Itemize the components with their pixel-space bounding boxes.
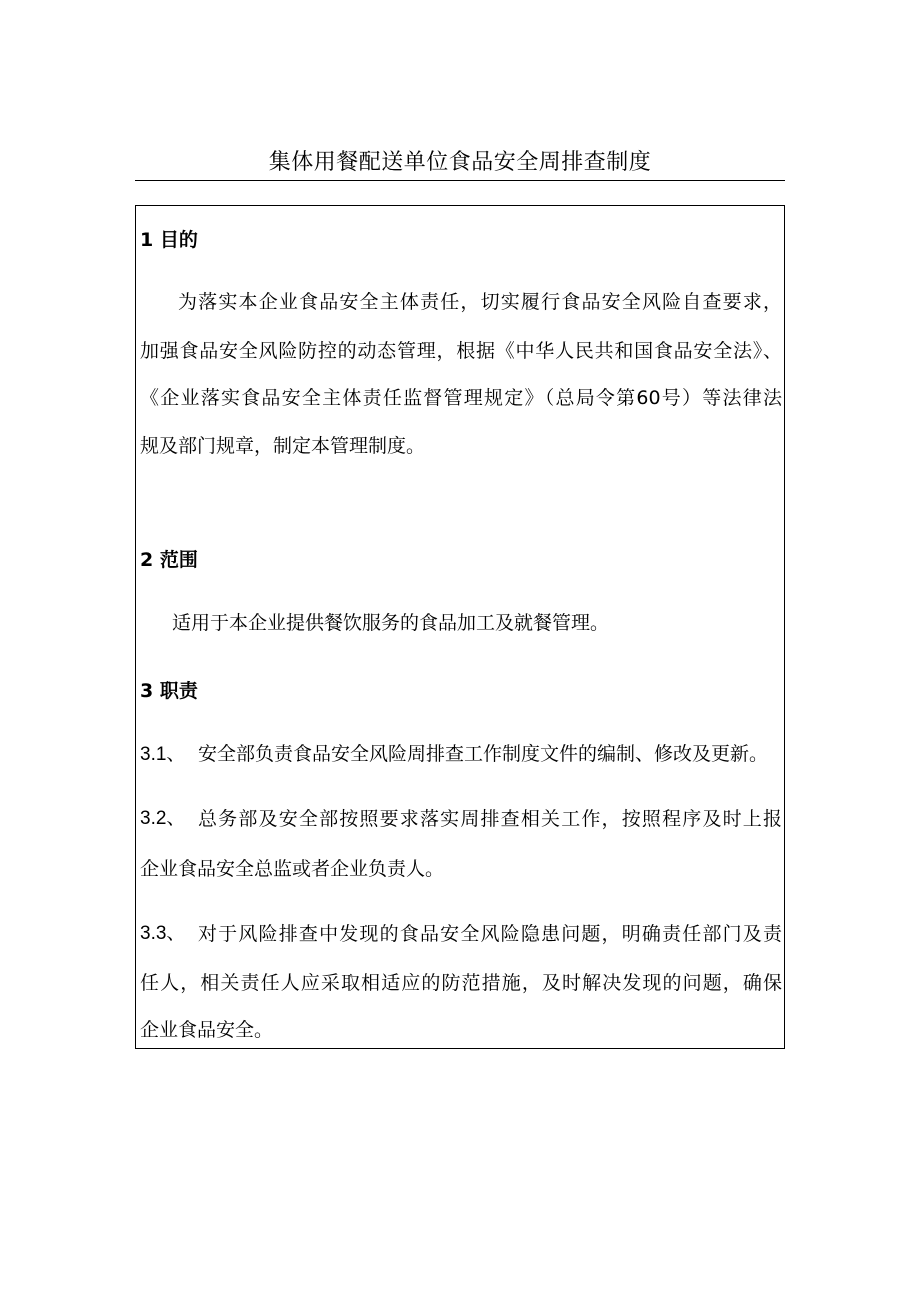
document-title: 集体用餐配送单位食品安全周排查制度 [135, 146, 785, 181]
section-2-heading: 2 范围 [140, 549, 198, 571]
item-3-3-line-2: 任人，相关责任人应采取相适应的防范措施，及时解决发现的问题，确保 [140, 972, 782, 994]
section-1-para-line-1: 为落实本企业食品安全主体责任，切实履行食品安全风险自查要求， [178, 291, 782, 313]
item-3-1 [140, 742, 782, 767]
section-2-para: 适用于本企业提供餐饮服务的食品加工及就餐管理。 [172, 612, 610, 634]
item-3-2-line-2: 企业食品安全总监或者企业负责人。 [140, 858, 445, 880]
item-3-3-line-3: 企业食品安全。 [140, 1019, 274, 1041]
section-1-para-line-2: 加强食品安全风险防控的动态管理，根据《中华人民共和国食品安全法》、 [140, 340, 782, 362]
item-3-2-line-1: 总务部及安全部按照要求落实周排查相关工作，按照程序及时上报 [198, 808, 782, 830]
item-3-2-number: 3.2、 [140, 808, 186, 829]
section-1-heading: 1 目的 [140, 229, 198, 251]
item-3-2 [140, 807, 782, 831]
item-3-1-number: 3.1、 [140, 744, 186, 765]
item-3-3-number: 3.3、 [140, 923, 186, 944]
item-3-3-line-1: 对于风险排查中发现的食品安全风险隐患问题，明确责任部门及责 [198, 923, 782, 945]
content-box [135, 205, 785, 1049]
section-1-para-line-4: 规及部门规章，制定本管理制度。 [140, 435, 426, 457]
item-3-1-line-1: 安全部负责食品安全风险周排查工作制度文件的编制、修改及更新。 [198, 743, 769, 765]
section-3-heading: 3 职责 [140, 680, 198, 702]
section-1-para-line-3: 《企业落实食品安全主体责任监督管理规定》（总局令第60号）等法律法 [140, 387, 782, 409]
item-3-3 [140, 922, 782, 946]
